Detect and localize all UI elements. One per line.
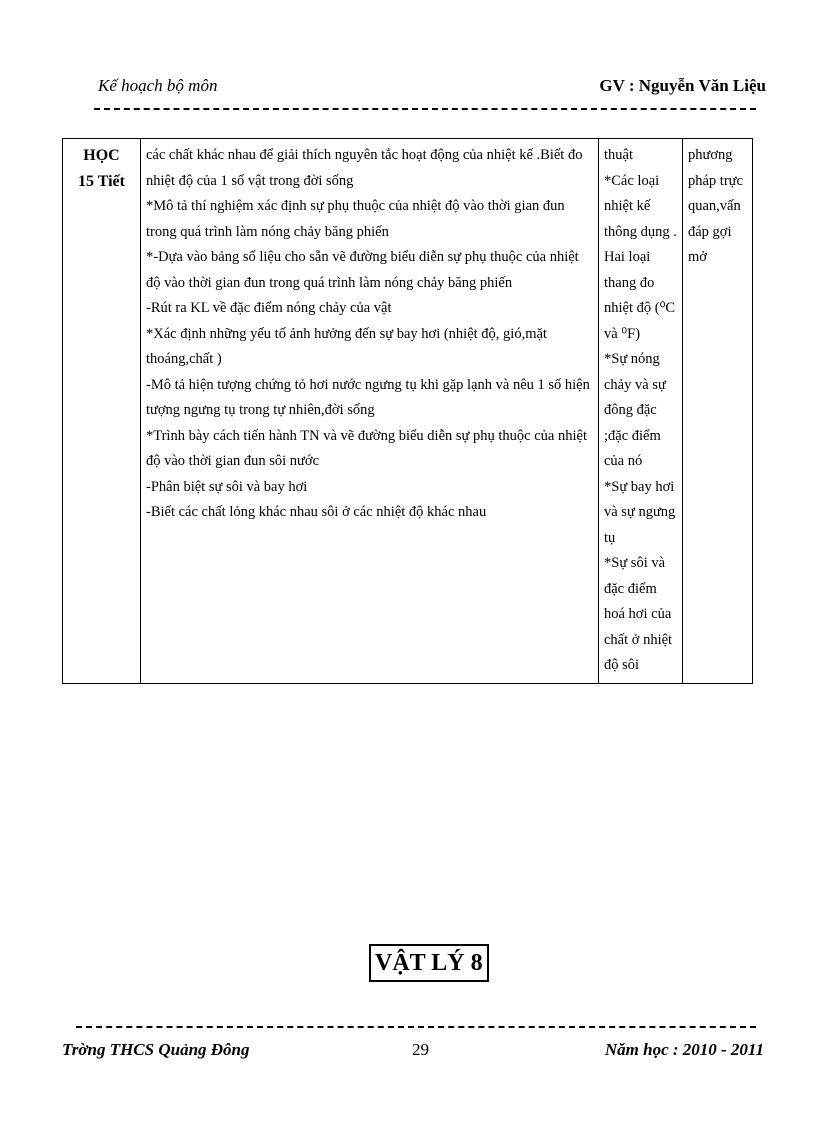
topic-line: *Các loại bbox=[604, 172, 660, 189]
content-line: -Rút ra KL về đặc điểm nóng chảy của vật bbox=[146, 300, 392, 316]
content-line: trong quá trình làm nóng chảy băng phiến bbox=[146, 223, 389, 240]
topic-line: *Sự bay hơi bbox=[604, 478, 675, 495]
level-line: 15 Tiết bbox=[78, 173, 125, 190]
method-line: đáp gợi bbox=[688, 223, 732, 240]
topic-line: ;đặc điểm bbox=[604, 427, 661, 444]
topic-line: Hai loại bbox=[604, 249, 651, 265]
content-line: *Xác định những yếu tố ảnh hưởng đến sự bay hơi (nhiệt độ, gió,mặt bbox=[146, 325, 547, 342]
topic-line: chảy và sự bbox=[604, 376, 666, 393]
footer-school-year: Năm học : 2010 - 2011 bbox=[604, 1040, 764, 1059]
content-line: -Phân biệt sự sôi và bay hơi bbox=[146, 478, 308, 495]
topic-line: và sự ngưng bbox=[604, 504, 676, 520]
content-line: tượng ngưng tụ trong tự nhiên,đời sống bbox=[146, 402, 375, 418]
topic-line: thang đo bbox=[604, 274, 655, 291]
content-cell bbox=[141, 139, 599, 684]
topic-line: và ⁰F) bbox=[604, 325, 641, 342]
topic-line: độ sôi bbox=[604, 657, 640, 673]
level-line: HỌC bbox=[83, 147, 120, 164]
method-line: mở bbox=[688, 249, 707, 265]
topic-line: đông đặc bbox=[604, 402, 657, 418]
footer-school-name: Trờng THCS Quảng Đông bbox=[62, 1040, 250, 1059]
content-line: *-Dựa vào bảng số liệu cho sẵn vẽ đường biểu diễn sự phụ thuộc của nhiệt bbox=[146, 249, 579, 265]
method-line: pháp trực bbox=[688, 172, 743, 189]
header-divider bbox=[94, 108, 756, 110]
page-number: 29 bbox=[412, 1040, 429, 1059]
topic-cell bbox=[599, 139, 683, 684]
topic-line: hoá hơi của bbox=[604, 606, 672, 622]
content-line: *Mô tả thí nghiệm xác định sự phụ thuộc của nhiệt độ vào thời gian đun bbox=[146, 198, 565, 214]
section-title: VẬT LÝ 8 bbox=[369, 944, 489, 982]
topic-line: tụ bbox=[604, 529, 616, 546]
topic-line: nhiệt kế bbox=[604, 198, 651, 214]
topic-line: của nó bbox=[604, 453, 643, 469]
content-line: nhiệt độ của 1 số vật trong đời sống bbox=[146, 172, 354, 189]
content-line: độ vào thời gian đun trong quá trình làm nóng chảy băng phiến bbox=[146, 274, 513, 291]
table-row bbox=[63, 139, 753, 684]
content-line: thoáng,chất ) bbox=[146, 351, 222, 367]
content-line: -Mô tả hiện tượng chứng tỏ hơi nước ngưng tụ khi gặp lạnh và nêu 1 số hiện bbox=[146, 376, 590, 393]
topic-line: nhiệt độ (⁰C bbox=[604, 300, 676, 316]
topic-line: chất ở nhiệt bbox=[604, 631, 673, 648]
topic-line: thuật bbox=[604, 147, 633, 163]
method-cell bbox=[683, 139, 753, 684]
topic-line: *Sự nóng bbox=[604, 351, 660, 367]
method-line: quan,vấn bbox=[688, 198, 741, 214]
topic-line: *Sự sôi và bbox=[604, 555, 666, 571]
topic-line: thông dụng . bbox=[604, 223, 677, 240]
level-cell bbox=[63, 139, 141, 684]
content-line: các chất khác nhau để giải thích nguyên tắc hoạt động của nhiệt kế .Biết đo bbox=[146, 147, 583, 163]
content-line: *Trình bày cách tiến hành TN và vẽ đường biểu diễn sự phụ thuộc của nhiệt bbox=[146, 427, 587, 444]
content-line: độ vào thời gian đun sôi nước bbox=[146, 453, 320, 469]
header-subject-plan: Kế hoạch bộ môn bbox=[98, 76, 218, 95]
method-line: phương bbox=[688, 147, 733, 163]
topic-line: đặc điểm bbox=[604, 580, 657, 597]
curriculum-table bbox=[62, 138, 753, 684]
footer-divider bbox=[76, 1026, 756, 1028]
content-line: -Biết các chất lỏng khác nhau sôi ở các nhiệt độ khác nhau bbox=[146, 504, 487, 520]
header-teacher-name: GV : Nguyễn Văn Liệu bbox=[599, 76, 766, 95]
